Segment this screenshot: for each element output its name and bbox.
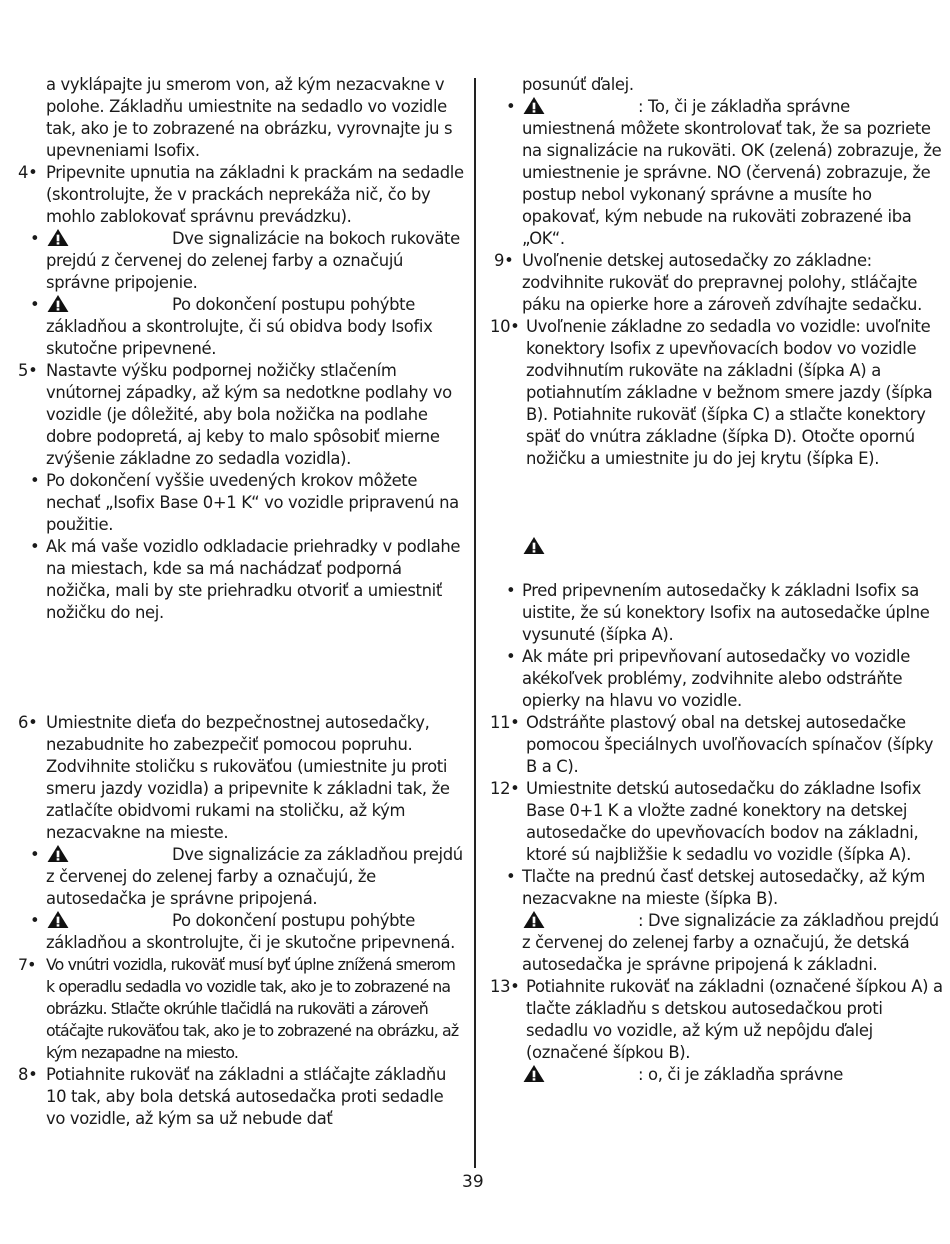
step-6: 6• Umiestnite dieťa do bezpečnostnej autosedačky, nezabudnite ho zabezpečiť pomocou popruhu. Zodvihnite stoličku s rukoväťou (umiestnite ju proti smeru jazdy vozidla) a pripevnite k základni tak, že zatlačíte obidvomi rukami na stoličku, až kým nezacvakne na mieste.: [18, 713, 450, 842]
page-number: 39: [462, 1172, 484, 1192]
warning-triangle-icon: [46, 294, 70, 313]
step-12-warning: : Dve signalizácie za základňou prejdú z červenej do zelenej farby a označujú, že detská autosedačka je správne pripojená k základni.: [522, 911, 939, 974]
warning-triangle-icon: [46, 844, 70, 863]
column-divider: [474, 78, 476, 1168]
step-5-bullet-2: • Ak má vaše vozidlo odkladacie priehradky v podlahe na miestach, kde sa má nachádzať podporná nožička, mali by ste priehradku otvoriť a umiestniť nožičku do nej.: [30, 537, 461, 622]
warning-triangle-icon: [522, 96, 546, 115]
step-8: 8• Potiahnite rukoväť na základni a stláčajte základňu 10 tak, aby bola detská autosedačka proti sedadle vo vozidle, až kým sa už nebude dať: [18, 1065, 446, 1128]
warning-triangle-icon: [46, 910, 70, 929]
continued-text: posunúť ďalej.: [522, 75, 634, 94]
warning-triangle-icon: [522, 1064, 546, 1083]
bullet-icon: •: [506, 581, 516, 600]
warning-triangle-icon: [522, 536, 546, 555]
bullet-icon: •: [506, 97, 516, 116]
step-12-bullet-1: • Tlačte na prednú časť detskej autosedačky, až kým nezacvakne na mieste (šípka B).: [506, 867, 925, 908]
bullet-icon: •: [30, 911, 40, 930]
step-7: 7• Vo vnútri vozidla, rukoväť musí byť úplne znížená smerom k operadlu sedadla vo vozidle tak, ako je to zobrazené na obrázku. Stlačte okrúhle tlačidlá na rukoväti a zároveň otáčajte rukoväťou tak, ako je to zobrazené na obrázku, až kým nezapadne na miesto.: [18, 955, 459, 1062]
warning-heading: [494, 536, 944, 558]
step-10: 10• Uvoľnenie základne zo sedadla vo vozidle: uvoľnite konektory Isofix z upevňovacích bodov vo vozidle zodvihnutím rukoväte na základni (šípka A) a potiahnutím základne v bežnom smere jazdy (šípka B). Potiahnite rukoväť (šípka C) a stlačte konektory späť do vnútra základne (šípka D). Otočte opornú nožičku a umiestnite ju do jej krytu (šípka E).: [490, 317, 933, 468]
right-column: [490, 74, 944, 1086]
step-11: 11• Odstráňte plastový obal na detskej autosedačke pomocou špeciálnych uvoľňovacích spínačov (šípky B a C).: [490, 713, 934, 776]
step-5-bullet-1: • Po dokončení vyššie uvedených krokov môžete nechať „Isofix Base 0+1 K“ vo vozidle pripravenú na použitie.: [30, 471, 459, 534]
bullet-icon: •: [506, 647, 516, 666]
check-bullet: • : To, či je základňa správne umiestnená môžete skontrolovať tak, že sa pozriete na signalizácie na rukoväti. OK (zelená) zobrazuje, že umiestnenie je správne. NO (červená) zobrazuje, že postup nebol vykonaný správne a musíte ho opakovať, kým nebude na rukoväti zobrazené iba „OK“.: [506, 97, 942, 248]
step-4: 4• Pripevnite upnutia na základni k prackám na sedadle (skontrolujte, že v prackách neprekáža nič, čo by mohlo zablokovať správnu prevádzku).: [18, 163, 464, 226]
step-5: 5• Nastavte výšku podpornej nožičky stlačením vnútornej západky, až kým sa nedotkne podlahy vo vozidle (je dôležité, aby bola nožička na podlahe dobre podopretá, aj keby to malo spôsobiť mierne zvýšenie základne zo sedadla vozidla).: [18, 361, 452, 468]
step-13: 13• Potiahnite rukoväť na základni (označené šípkou A) a tlačte základňu s detskou autosedačkou proti sedadlu vo vozidle, až kým už nepôjdu ďalej (označené šípkou B).: [490, 977, 943, 1062]
bullet-icon: •: [30, 537, 40, 556]
bullet-icon: •: [30, 471, 40, 490]
continued-text: a vyklápajte ju smerom von, až kým nezacvakne v polohe. Základňu umiestnite na sedadlo vo vozidle tak, ako je to zobrazené na obrázku, vyrovnajte ju s upevneniami Isofix.: [46, 75, 453, 160]
warning-triangle-icon: [522, 910, 546, 929]
bullet-icon: •: [30, 229, 40, 248]
attach-bullet-1: • Pred pripevnením autosedačky k základni Isofix sa uistite, že sú konektory Isofix na autosedačke úplne vysunuté (šípka A).: [506, 581, 930, 644]
left-column: [18, 74, 464, 1130]
step-4-bullet-1: • Dve signalizácie na bokoch rukoväte prejdú z červenej do zelenej farby a označujú správne pripojenie.: [30, 229, 460, 292]
warning-triangle-icon: [46, 228, 70, 247]
bullet-icon: •: [506, 867, 516, 886]
step-13-warning: : o, či je základňa správne: [494, 1064, 944, 1086]
step-6-bullet-2: • Po dokončení postupu pohýbte základňou a skontrolujte, či je skutočne pripevnená.: [30, 911, 456, 952]
step-12: 12• Umiestnite detskú autosedačku do základne Isofix Base 0+1 K a vložte zadné konektory na detskej autosedačke do upevňovacích bodov na základni, ktoré sú najbližšie k sedadlu vo vozidle (šípka A).: [490, 779, 921, 864]
bullet-icon: •: [30, 295, 40, 314]
step-6-bullet-1: • Dve signalizácie za základňou prejdú z červenej do zelenej farby a označujú, že autosedačka je správne pripojená.: [30, 845, 463, 908]
step-9: 9• Uvoľnenie detskej autosedačky zo základne: zodvihnite rukoväť do prepravnej polohy, stláčajte páku na opierke hore a zároveň zdvíhajte sedačku.: [494, 251, 922, 314]
step-4-bullet-2: • Po dokončení postupu pohýbte základňou a skontrolujte, či sú obidva body Isofix skutočne pripevnené.: [30, 295, 433, 358]
attach-bullet-2: • Ak máte pri pripevňovaní autosedačky vo vozidle akékoľvek problémy, zodvihnite alebo odstráňte opierky na hlavu vo vozidle.: [506, 647, 910, 710]
bullet-icon: •: [30, 845, 40, 864]
